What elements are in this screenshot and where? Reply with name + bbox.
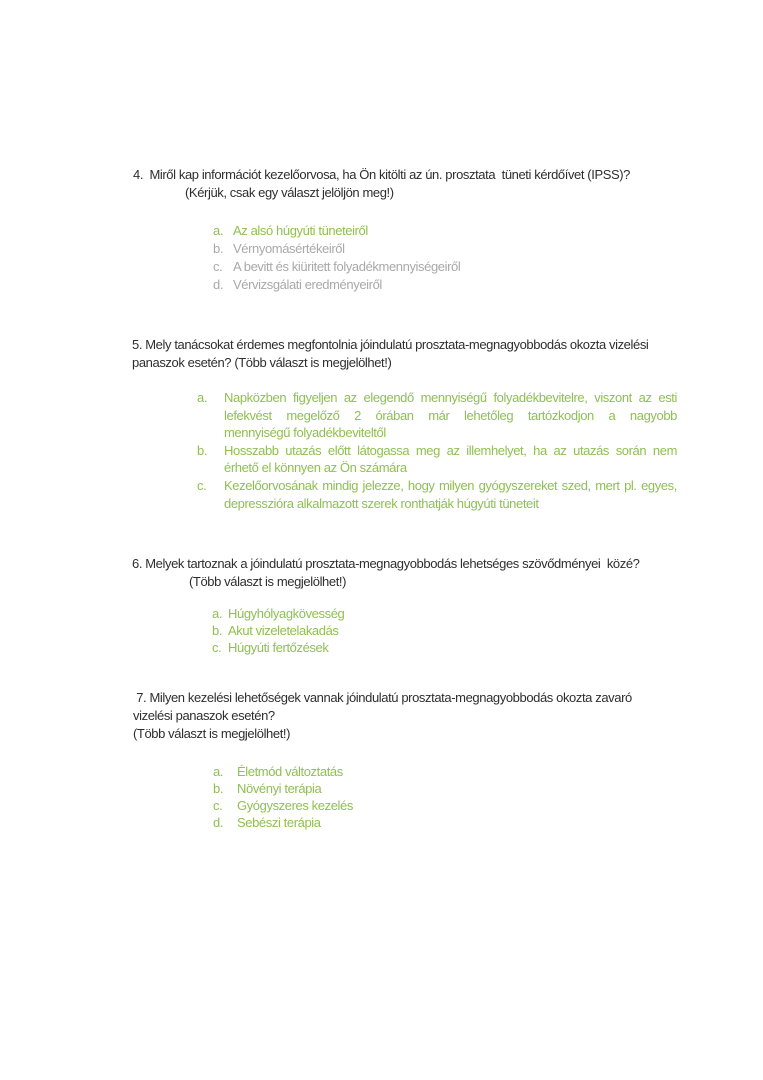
option-row — [213, 276, 708, 294]
option-text: Gyógyszeres kezelés — [237, 798, 353, 813]
option-row — [213, 240, 708, 258]
option-letter: a. — [213, 223, 224, 238]
question-7-title-line1: 7. Milyen kezelési lehetőségek vannak jóindulatú prosztata-megnagyobbodás okozta zavaró — [133, 690, 632, 705]
option-letter: b. — [212, 623, 223, 638]
option-text: Kezelőorvosának mindig jelezze, hogy milyen gyógyszereket szed, mert pl. egyes, depresszióra alkalmazott szerek ronthatják húgyúti tüneteit — [224, 477, 677, 511]
option-text: Életmód változtatás — [237, 764, 343, 779]
question-5-options — [197, 389, 707, 512]
option-row — [197, 477, 707, 512]
option-letter: a. — [197, 390, 208, 405]
option-letter: c. — [213, 259, 223, 274]
question-5-title-line2: panaszok esetén? (Több választ is megjelölhet!) — [132, 355, 392, 370]
option-letter: b. — [213, 781, 224, 796]
question-7-options — [213, 763, 708, 831]
option-row — [197, 442, 707, 477]
option-row — [213, 814, 708, 831]
option-letter: b. — [197, 442, 208, 458]
option-letter: a. — [212, 606, 223, 621]
option-row — [197, 389, 707, 442]
option-text: Húgyhólyagkövesség — [228, 606, 345, 621]
option-row — [213, 258, 708, 276]
option-letter: c. — [213, 798, 223, 813]
option-row — [213, 797, 708, 814]
question-4 — [133, 166, 708, 294]
option-text: Húgyúti fertőzések — [228, 640, 329, 655]
question-4-options — [213, 222, 708, 294]
question-6-options — [212, 605, 707, 656]
option-letter: c. — [197, 477, 207, 493]
option-text: A bevitt és kiüritett folyadékmennyiségeiről — [233, 259, 461, 274]
option-letter: d. — [213, 815, 224, 830]
question-5-title-line1: 5. Mely tanácsokat érdemes megfontolnia jóindulatú prosztata-megnagyobbodás okozta vizelési — [132, 337, 649, 352]
question-6-title: 6. Melyek tartoznak a jóindulatú prosztata-megnagyobbodás lehetséges szövődményei közé? — [132, 556, 640, 571]
question-6-instruction: (Több választ is megjelölhet!) — [189, 574, 347, 589]
question-7 — [133, 689, 708, 831]
option-row — [212, 622, 707, 639]
question-7-instruction: (Több választ is megjelölhet!) — [133, 726, 291, 741]
option-row — [213, 763, 708, 780]
option-row — [213, 222, 708, 240]
option-text: Növényi terápia — [237, 781, 322, 796]
option-text: Sebészi terápia — [237, 815, 321, 830]
option-text: Akut vizeletelakadás — [228, 623, 339, 638]
question-4-title: 4. Miről kap információt kezelőorvosa, ha Ön kitölti az ún. prosztata tüneti kérdőívet (IPSS)? — [133, 167, 631, 182]
option-letter: c. — [212, 640, 222, 655]
question-6 — [132, 555, 707, 656]
option-text: Az alsó húgyúti tüneteiről — [233, 223, 368, 238]
option-row — [212, 605, 707, 622]
question-5 — [132, 336, 707, 512]
question-7-title-line2: vizelési panaszok esetén? — [133, 708, 275, 723]
option-letter: a. — [213, 764, 224, 779]
option-letter: b. — [213, 241, 224, 256]
option-text: Hosszabb utazás előtt látogassa meg az illemhelyet, ha az utazás során nem érhető el könnyen az Ön számára — [224, 442, 677, 476]
option-row — [212, 639, 707, 656]
option-text: Napközben figyeljen az elegendő mennyiségű folyadékbevitelre, viszont az esti lefekvést megelőző 2 órában már lehetőleg tartózkodjon a nagyobb mennyiségű folyadékbeviteltől — [224, 390, 677, 441]
question-4-instruction: (Kérjük, csak egy választ jelöljön meg!) — [185, 185, 394, 200]
option-text: Vérvizsgálati eredményeiről — [233, 277, 382, 292]
option-letter: d. — [213, 277, 224, 292]
option-row — [213, 780, 708, 797]
option-text: Vérnyomásértékeiről — [233, 241, 345, 256]
